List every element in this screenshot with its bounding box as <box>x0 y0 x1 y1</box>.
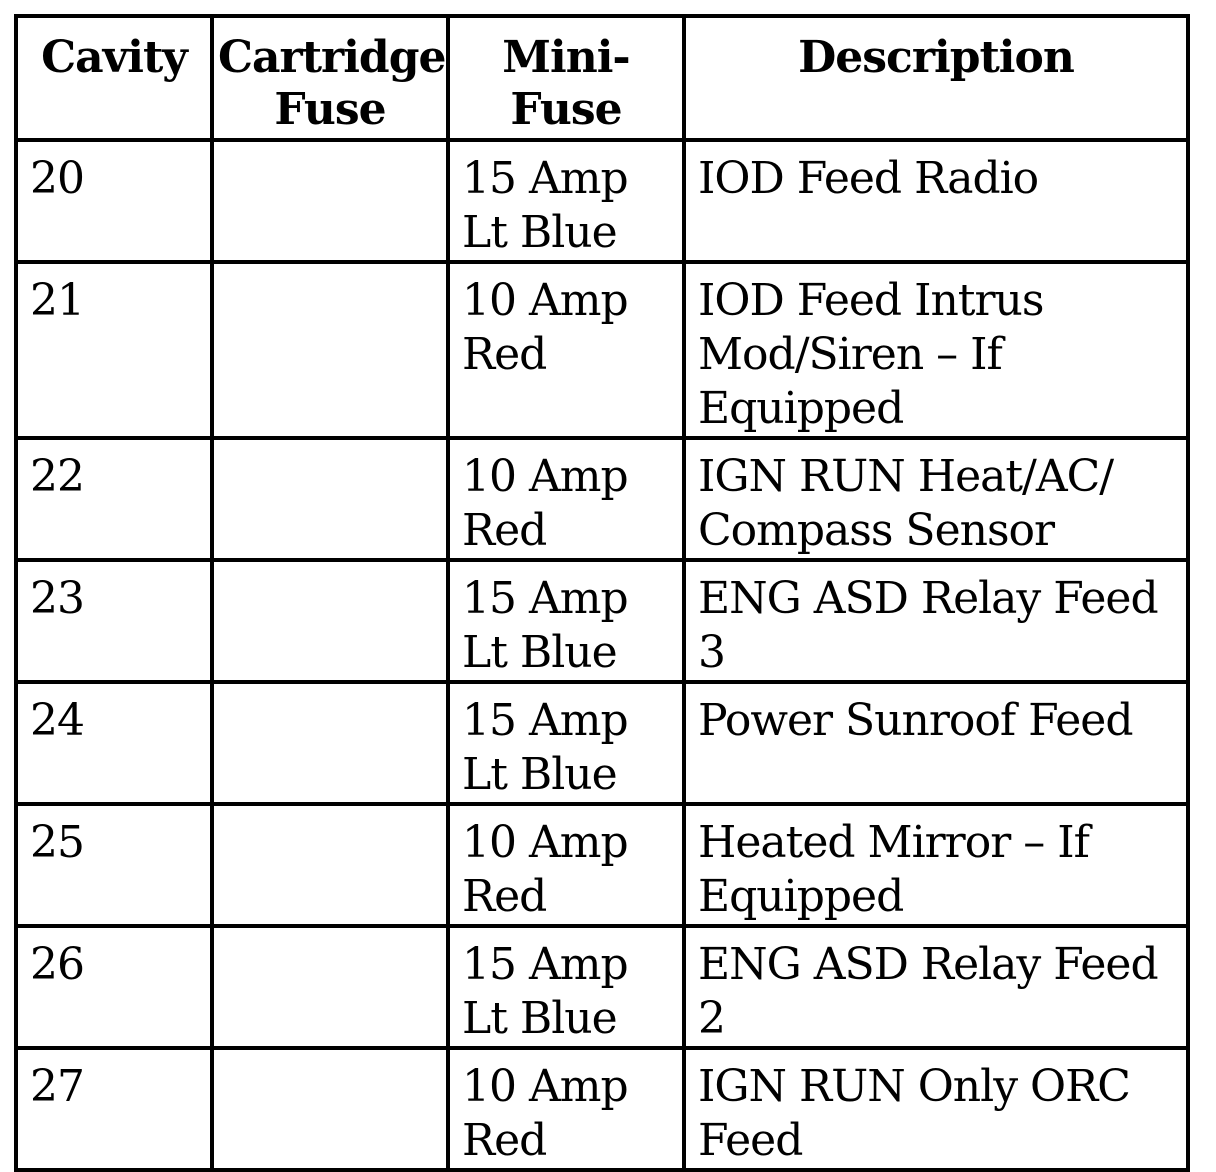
table-row <box>16 1048 1188 1170</box>
description-cell: Power Sunroof Feed <box>684 682 1188 804</box>
header-cavity: Cavity <box>16 16 212 140</box>
table-row <box>16 926 1188 1048</box>
table-row <box>16 438 1188 560</box>
header-description: Description <box>684 16 1188 140</box>
mini-fuse-cell: 15 Amp Lt Blue <box>448 560 684 682</box>
table-row <box>16 560 1188 682</box>
cartridge-fuse-cell <box>212 560 448 682</box>
cartridge-fuse-cell <box>212 926 448 1048</box>
description-cell: IGN RUN Heat/AC/ Compass Sensor <box>684 438 1188 560</box>
description-cell: ENG ASD Relay Feed 3 <box>684 560 1188 682</box>
mini-fuse-cell: 10 Amp Red <box>448 804 684 926</box>
table-row <box>16 804 1188 926</box>
mini-fuse-cell: 10 Amp Red <box>448 1048 684 1170</box>
description-cell: IGN RUN Only ORC Feed <box>684 1048 1188 1170</box>
mini-fuse-cell: 15 Amp Lt Blue <box>448 140 684 262</box>
cartridge-fuse-cell <box>212 140 448 262</box>
cartridge-fuse-cell <box>212 804 448 926</box>
header-mini-fuse: Mini- Fuse <box>448 16 684 140</box>
cartridge-fuse-cell <box>212 682 448 804</box>
cartridge-fuse-cell <box>212 262 448 438</box>
header-cartridge-fuse: Cartridge Fuse <box>212 16 448 140</box>
cavity-cell: 21 <box>16 262 212 438</box>
cavity-cell: 26 <box>16 926 212 1048</box>
description-cell: ENG ASD Relay Feed 2 <box>684 926 1188 1048</box>
mini-fuse-cell: 15 Amp Lt Blue <box>448 926 684 1048</box>
cavity-cell: 23 <box>16 560 212 682</box>
mini-fuse-cell: 15 Amp Lt Blue <box>448 682 684 804</box>
mini-fuse-cell: 10 Amp Red <box>448 262 684 438</box>
cavity-cell: 22 <box>16 438 212 560</box>
cavity-cell: 20 <box>16 140 212 262</box>
description-cell: IOD Feed Radio <box>684 140 1188 262</box>
table-row <box>16 140 1188 262</box>
cavity-cell: 25 <box>16 804 212 926</box>
description-cell: IOD Feed Intrus Mod/Siren – If Equipped <box>684 262 1188 438</box>
description-cell: Heated Mirror – If Equipped <box>684 804 1188 926</box>
cavity-cell: 27 <box>16 1048 212 1170</box>
fuse-table <box>14 14 1190 1172</box>
cavity-cell: 24 <box>16 682 212 804</box>
mini-fuse-cell: 10 Amp Red <box>448 438 684 560</box>
cartridge-fuse-cell <box>212 438 448 560</box>
table-row <box>16 262 1188 438</box>
table-row <box>16 682 1188 804</box>
cartridge-fuse-cell <box>212 1048 448 1170</box>
header-row <box>16 16 1188 140</box>
